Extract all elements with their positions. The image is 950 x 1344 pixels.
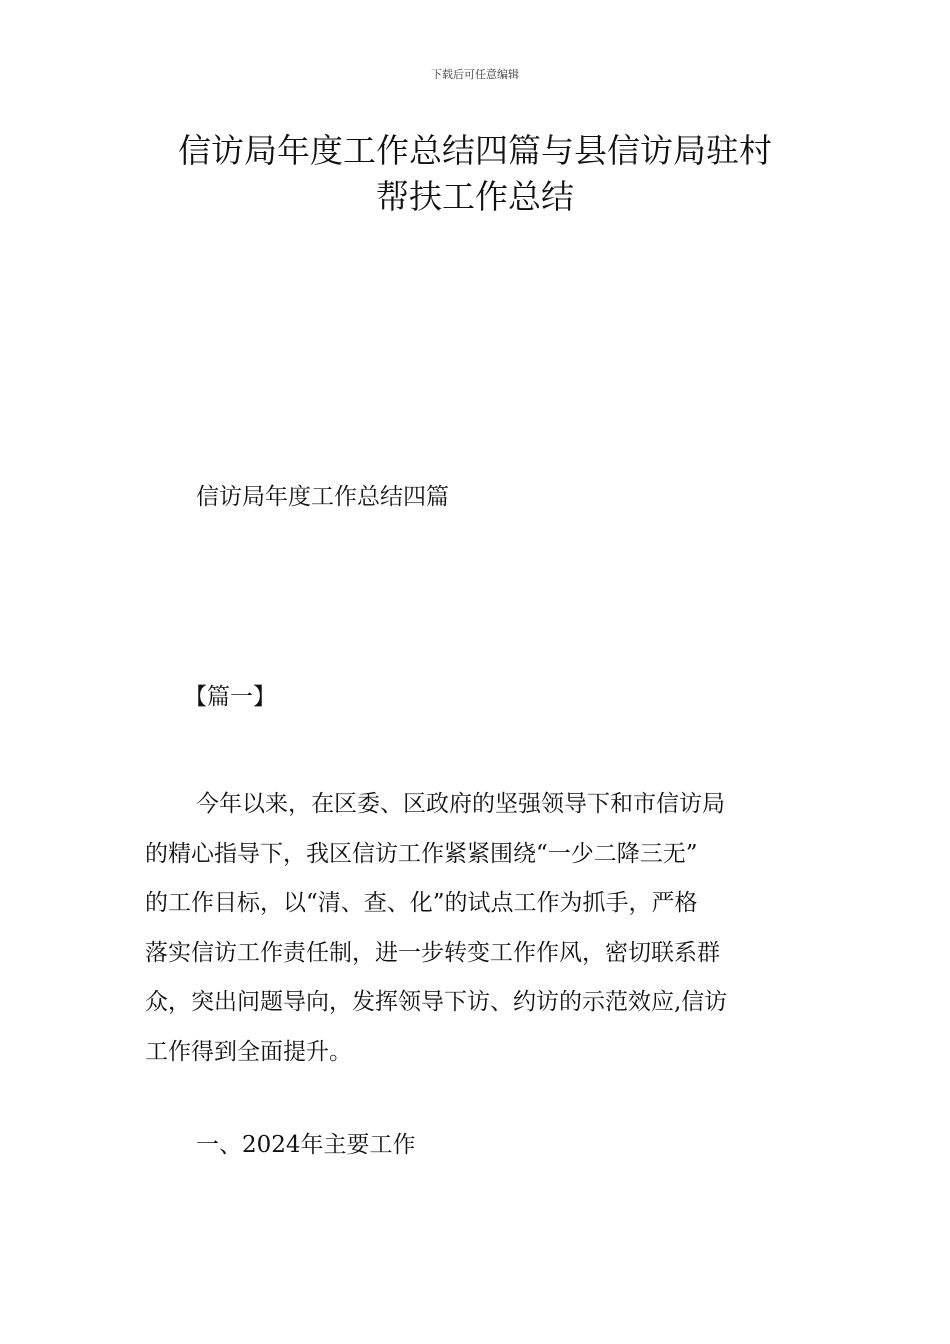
document-title-line: 帮扶工作总结 — [376, 177, 574, 216]
section-label: 【篇一】 — [184, 684, 276, 710]
paragraph-line: 众，突出问题导向，发挥领导下访、约访的示范效应,信访 — [145, 989, 728, 1015]
document-title — [145, 128, 805, 220]
document-title-line: 信访局年度工作总结四篇与县信访局驻村 — [178, 131, 772, 170]
section-heading: 一、2024年主要工作 — [196, 1132, 416, 1158]
document-subtitle: 信访局年度工作总结四篇 — [196, 484, 449, 510]
paragraph-line: 落实信访工作责任制，进一步转变工作作风，密切联系群 — [145, 939, 720, 966]
paragraph-line: 的工作目标，以“清、查、化”的试点工作为抓手，严格 — [145, 890, 698, 916]
paragraph-line: 工作得到全面提升。 — [145, 1038, 352, 1065]
header-note: 下载后可任意编辑 — [431, 68, 519, 81]
body-paragraph — [145, 780, 805, 1077]
paragraph-line: 的精心指导下，我区信访工作紧紧围绕“一少二降三无” — [145, 840, 698, 867]
paragraph-line: 今年以来，在区委、区政府的坚强领导下和市信访局 — [196, 791, 725, 817]
